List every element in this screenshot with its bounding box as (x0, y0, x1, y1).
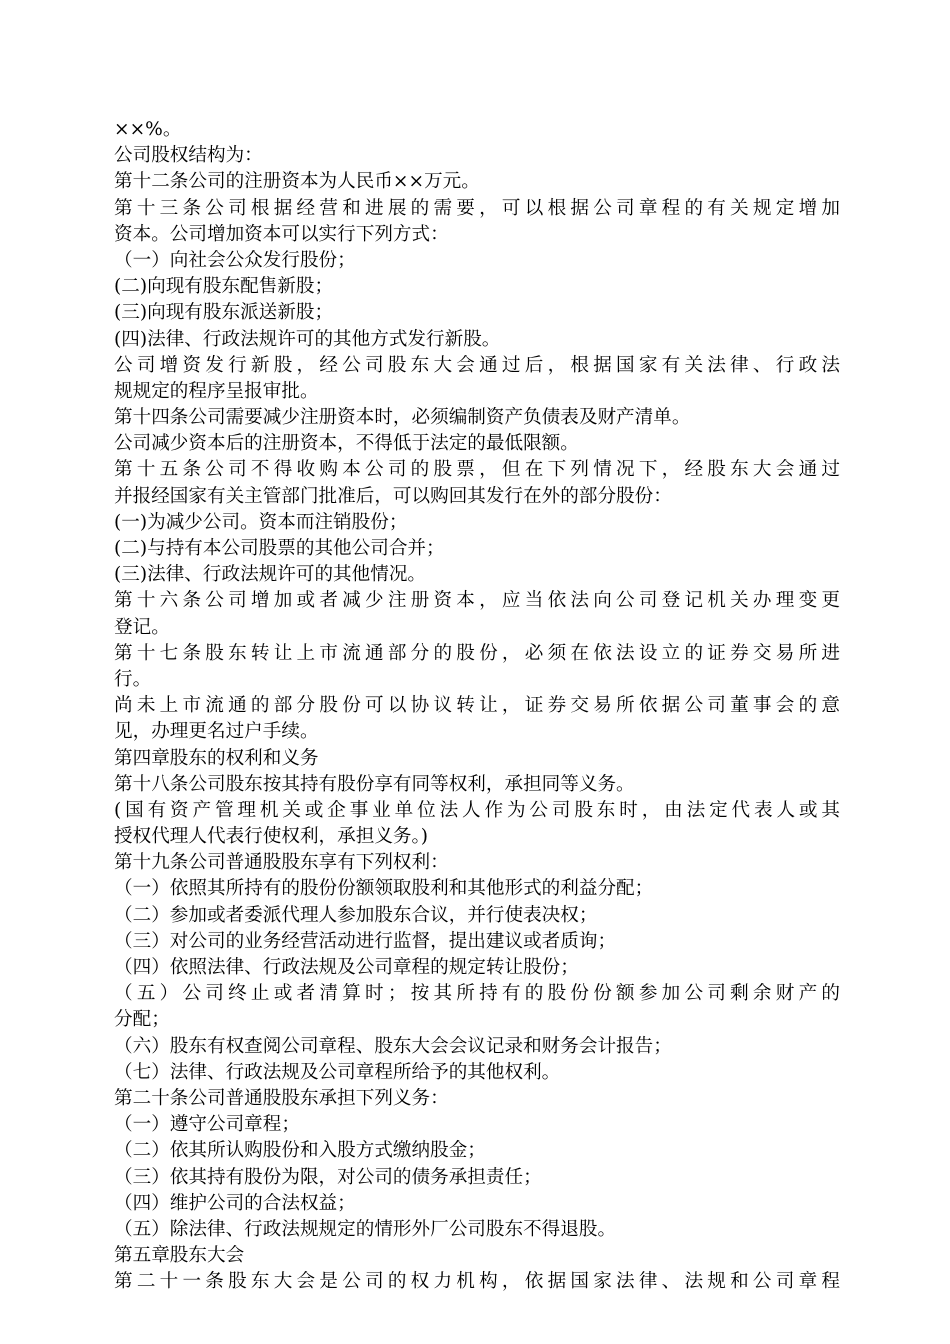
document-body (114, 117, 840, 1295)
text-line: 行。 (114, 668, 152, 690)
text-line: （三）依其持有股份为限，对公司的债务承担责任； (114, 1166, 542, 1188)
text-line: 尚未上市流通的部分股份可以协议转让，证券交易所依据公司董事会的意 (114, 695, 840, 717)
text-line: 第四章股东的权利和义务 (114, 747, 319, 769)
text-line: 登记。 (114, 616, 170, 638)
text-line: 公司减少资本后的注册资本，不得低于法定的最低限额。 (114, 433, 579, 455)
text-line: 公司增资发行新股，经公司股东大会通过后，根据国家有关法律、行政法 (114, 354, 840, 376)
text-line: 第二十一条股东大会是公司的权力机构，依据国家法律、法规和公司章程 (114, 1271, 840, 1293)
text-line: 第十八条公司股东按其持有股份享有同等权利，承担同等义务。 (114, 773, 635, 795)
text-line: (三)向现有股东派送新股； (114, 302, 334, 324)
text-line: 第十九条公司普通股股东享有下列权利： (114, 852, 449, 874)
text-line: 第十二条公司的注册资本为人民币××万元。 (114, 171, 480, 193)
text-line: 第十四条公司需要减少注册资本时，必须编制资产负债表及财产清单。 (114, 407, 691, 429)
text-line: 见，办理更名过户手续。 (114, 721, 319, 743)
text-line: （七）法律、行政法规及公司章程所给予的其他权利。 (114, 1061, 561, 1083)
text-line: 第十七条股东转让上市流通部分的股份，必须在依法设立的证券交易所进 (114, 642, 840, 664)
text-line: 分配； (114, 1009, 170, 1031)
text-line: (四)法律、行政法规许可的其他方式发行新股。 (114, 328, 501, 350)
text-line: 规规定的程序呈报审批。 (114, 380, 319, 402)
text-line: (二)向现有股东配售新股； (114, 276, 334, 298)
text-line: （五）公司终止或者清算时；按其所持有的股份份额参加公司剩余财产的 (114, 983, 840, 1005)
text-line: （一）遵守公司章程； (114, 1114, 300, 1136)
text-line: 第十五条公司不得收购本公司的股票，但在下列情况下，经股东大会通过 (114, 459, 840, 481)
text-line: 公司股权结构为： (114, 145, 263, 167)
text-line: （一）依照其所持有的股份份额领取股利和其他形式的利益分配； (114, 878, 654, 900)
text-line: (二)与持有本公司股票的其他公司合并； (114, 538, 445, 559)
text-line: (三)法律、行政法规许可的其他情况。 (114, 564, 427, 586)
text-line: 并报经国家有关主管部门批准后，可以购回其发行在外的部分股份： (114, 485, 672, 507)
text-line: 第十六条公司增加或者减少注册资本，应当依法向公司登记机关办理变更 (114, 590, 840, 612)
text-line: （五）除法律、行政法规规定的情形外厂公司股东不得退股。 (114, 1218, 617, 1240)
text-line: （一）向社会公众发行股份； (114, 249, 356, 271)
text-line: （四）维护公司的合法权益； (114, 1192, 356, 1214)
text-line: (国有资产管理机关或企事业单位法人作为公司股东时，由法定代表人或其 (114, 799, 840, 821)
text-line: （四）依照法律、行政法规及公司章程的规定转让股份； (114, 957, 579, 978)
text-line: 授权代理人代表行使权利，承担义务。) (114, 826, 429, 848)
text-line: （二）依其所认购股份和入股方式缴纳股金； (114, 1140, 486, 1162)
text-line: 资本。公司增加资本可以实行下列方式： (114, 223, 449, 245)
text-line: （六）股东有权查阅公司章程、股东大会会议记录和财务会计报告； (114, 1035, 672, 1057)
text-line: 第十三条公司根据经营和进展的需要，可以根据公司章程的有关规定增加 (114, 197, 840, 219)
text-line: 第五章股东大会 (114, 1245, 245, 1267)
text-line: （三）对公司的业务经营活动进行监督，提出建议或者质询； (114, 930, 617, 952)
text-line: 第二十条公司普通股股东承担下列义务： (114, 1087, 449, 1109)
text-line: ××%。 (114, 119, 182, 140)
text-line: （二）参加或者委派代理人参加股东合议，并行使表决权； (114, 904, 598, 926)
text-line: (一)为减少公司。资本而注销股份； (114, 511, 408, 533)
